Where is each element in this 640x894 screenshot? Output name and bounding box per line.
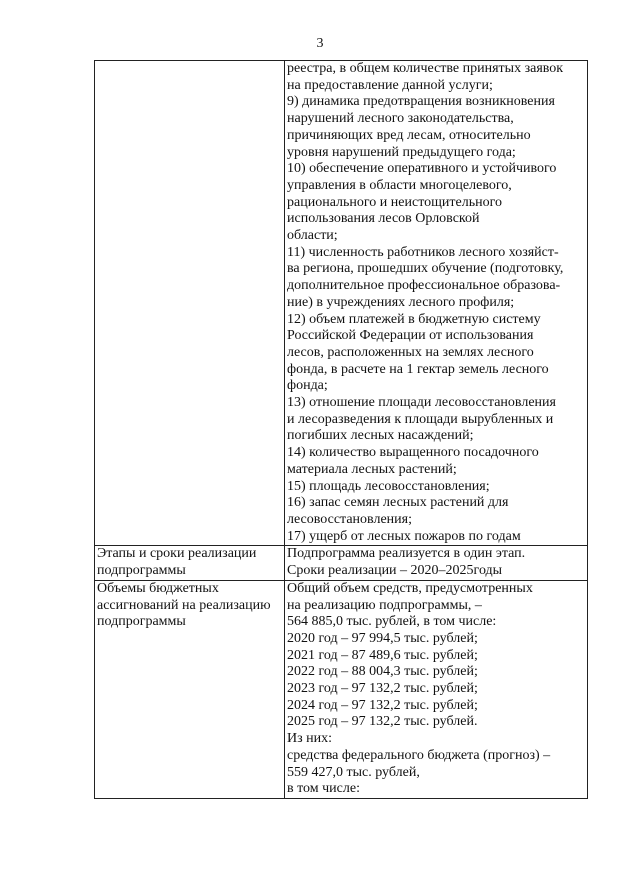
text-line: средства федерального бюджета (прогноз) – [287, 747, 551, 763]
text-line: 12) объем платежей в бюджетную систему [287, 311, 541, 327]
text-line: 14) количество выращенного посадочного [287, 445, 539, 461]
text-line: Сроки реализации – 2020–2025годы [287, 563, 503, 579]
text-line: Этапы и сроки реализации [97, 546, 257, 562]
text-line: Объемы бюджетных [97, 580, 219, 596]
text-line: материала лесных растений; [287, 461, 457, 477]
text-line: причиняющих вред лесам, относительно [287, 127, 531, 143]
text-line: лесов, расположенных на землях лесного [287, 344, 534, 360]
text-line: 2025 год – 97 132,2 тыс. рублей. [287, 714, 478, 730]
text-line: дополнительное профессиональное образова- [287, 278, 561, 294]
row-value-cell [285, 580, 588, 798]
text-line: на реализацию подпрограммы, – [287, 597, 482, 613]
text-line: ние) в учреждениях лесного профиля; [287, 294, 515, 310]
text-line: лесовосстановления; [287, 511, 412, 527]
table-row-stages [95, 546, 588, 580]
text-line: 2021 год – 87 489,6 тыс. рублей; [287, 647, 478, 663]
text-line: 13) отношение площади лесовосстановления [287, 395, 556, 411]
text-line: Из них: [287, 731, 333, 747]
text-line: 2024 год – 97 132,2 тыс. рублей; [287, 697, 478, 713]
text-line: фонда, в расчете на 1 гектар земель лесного [287, 361, 549, 377]
text-line: 16) запас семян лесных растений для [287, 495, 509, 511]
text-line: ассигнований на реализацию [97, 597, 271, 613]
text-line: подпрограммы [97, 563, 186, 579]
text-line: 2023 год – 97 132,2 тыс. рублей; [287, 681, 478, 697]
row-value-cell [285, 546, 588, 580]
row-label-cell [95, 580, 285, 798]
text-line: Российской Федерации от использования [287, 328, 534, 344]
text-line: 15) площадь лесовосстановления; [287, 478, 490, 494]
text-line: и лесоразведения к площади вырубленных и [287, 411, 554, 427]
text-line: реестра, в общем количестве принятых заявок [287, 61, 564, 76]
text-line: 10) обеспечение оперативного и устойчивого [287, 161, 557, 177]
text-line: уровня нарушений предыдущего года; [287, 144, 516, 160]
text-line: фонда; [287, 378, 328, 394]
text-line: 2020 год – 97 994,5 тыс. рублей; [287, 630, 478, 646]
text-line: Подпрограмма реализуется в один этап. [287, 546, 526, 562]
table-row-indicators [95, 61, 588, 546]
text-line: в том числе: [287, 781, 360, 797]
row-label-cell [95, 546, 285, 580]
text-line: рационального и неистощительного [287, 194, 502, 210]
text-line: области; [287, 228, 338, 244]
row-label-cell [95, 61, 285, 546]
text-line: 11) численность работников лесного хозяйст- [287, 244, 559, 260]
text-line: ва региона, прошедших обучение (подготовку, [287, 261, 564, 277]
text-line: 17) ущерб от лесных пожаров по годам [287, 528, 521, 544]
text-line: на предоставление данной услуги; [287, 77, 493, 93]
text-line: нарушений лесного законодательства, [287, 111, 514, 127]
subprogram-passport-table [94, 60, 588, 799]
text-line: погибших лесных насаждений; [287, 428, 474, 444]
text-line: 9) динамика предотвращения возникновения [287, 94, 555, 110]
text-line: 2022 год – 88 004,3 тыс. рублей; [287, 664, 478, 680]
row-value-cell [285, 61, 588, 546]
text-line: 559 427,0 тыс. рублей, [287, 764, 420, 780]
text-line: Общий объем средств, предусмотренных [287, 580, 533, 596]
page-number: 3 [316, 36, 324, 51]
text-line: управления в области многоцелевого, [287, 177, 512, 193]
text-line: использования лесов Орловской [287, 211, 480, 227]
text-line: 564 885,0 тыс. рублей, в том числе: [287, 614, 497, 630]
text-line: подпрограммы [97, 614, 186, 630]
table-row-budget [95, 580, 588, 798]
